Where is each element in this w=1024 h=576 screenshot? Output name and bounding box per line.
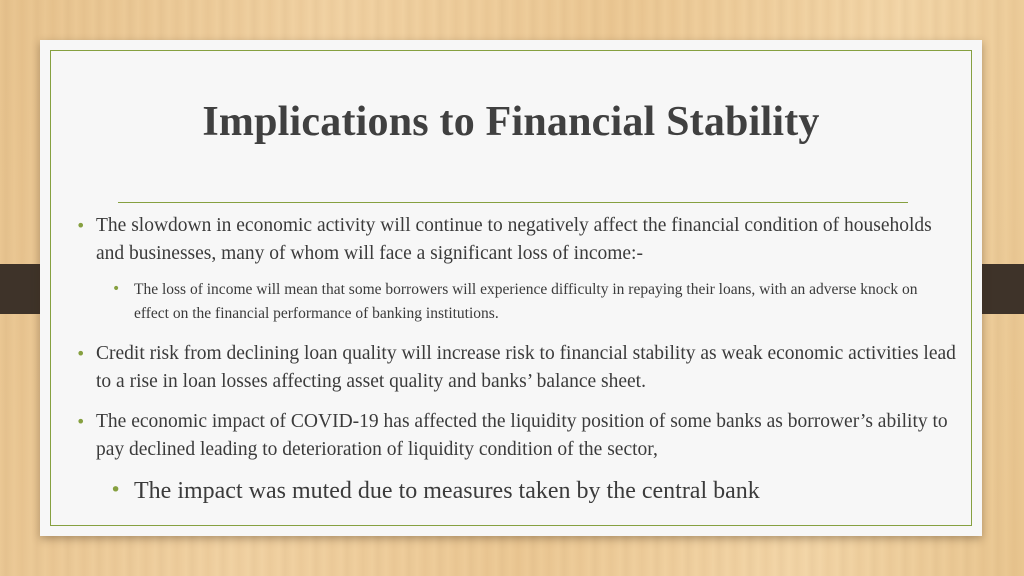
title-divider — [118, 202, 908, 203]
bullet-item — [76, 408, 956, 464]
bullet-text: The economic impact of COVID-19 has affected the liquidity position of some banks as borrower’s ability to pay declined leading to deterioration of liquidity condition of the sector, — [96, 411, 948, 460]
bullet-text: The impact was muted due to measures taken by the central bank — [134, 478, 760, 504]
bullet-dot-icon: • — [76, 344, 86, 363]
bullet-dot-icon: • — [76, 412, 86, 431]
bullet-text: Credit risk from declining loan quality will increase risk to financial stability as weak economic activities lead to a rise in loan losses affecting asset quality and banks’ balance sheet. — [96, 343, 956, 392]
slide-card — [40, 40, 982, 536]
sub-bullet-item — [112, 278, 934, 326]
slide-title: Implications to Financial Stability — [202, 99, 820, 145]
bullet-dot-icon: • — [76, 216, 86, 235]
bullet-text: The slowdown in economic activity will continue to negatively affect the financial condition of households and businesses, many of whom will face a significant loss of income:- — [96, 215, 932, 264]
bullet-text: The loss of income will mean that some borrowers will experience difficulty in repaying their loans, with an adverse knock on effect on the financial performance of banking institutions. — [134, 281, 918, 322]
sub-bullet-item — [110, 476, 934, 506]
bullet-dot-icon: • — [110, 479, 122, 501]
bullet-item — [76, 212, 956, 268]
bullet-dot-icon: • — [112, 281, 121, 297]
bullet-item — [76, 340, 956, 396]
